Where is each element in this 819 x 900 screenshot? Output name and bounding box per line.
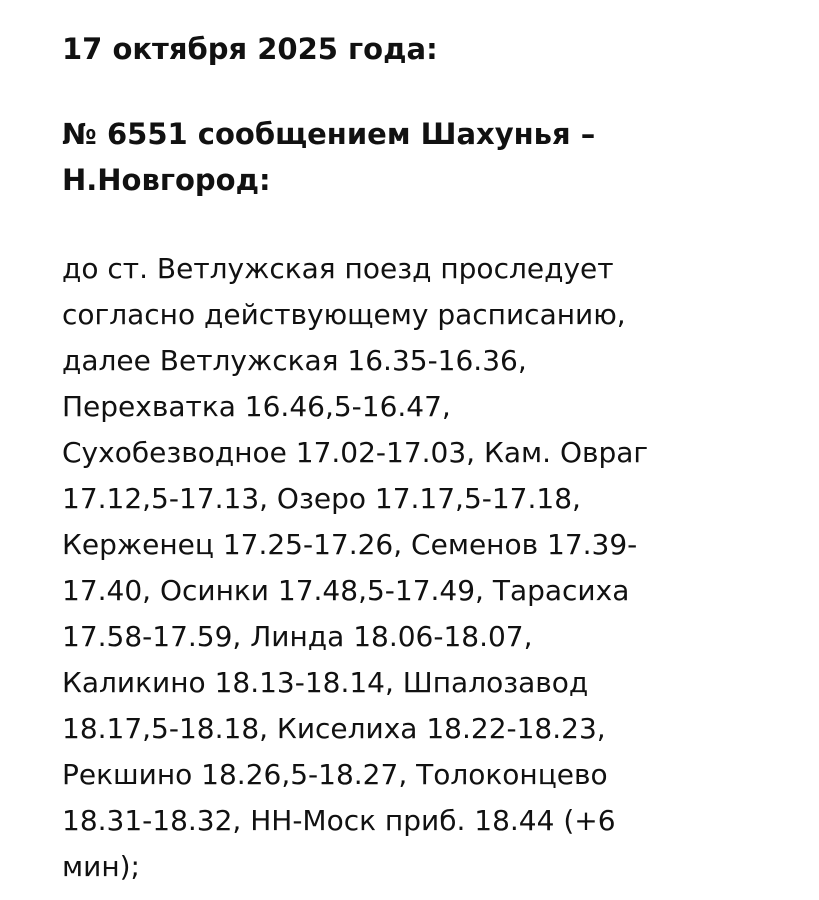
train-heading-line: Н.Новгород: (62, 163, 271, 197)
schedule-line: мин); (62, 850, 140, 883)
schedule-line: Рекшино 18.26,5-18.27, Толоконцево (62, 758, 608, 791)
train-heading-line: № 6551 сообщением Шахунья – (62, 117, 596, 151)
schedule-line: Сухобезводное 17.02-17.03, Кам. Овраг (62, 436, 649, 469)
schedule-line: Каликино 18.13-18.14, Шпалозавод (62, 666, 589, 699)
schedule-line: согласно действующему расписанию, (62, 298, 626, 331)
schedule-line: Керженец 17.25-17.26, Семенов 17.39- (62, 528, 638, 561)
schedule-line: Перехватка 16.46,5-16.47, (62, 390, 451, 423)
schedule-line: 17.40, Осинки 17.48,5-17.49, Тарасиха (62, 574, 630, 607)
schedule-line: 18.31-18.32, НН-Моск приб. 18.44 (+6 (62, 804, 616, 837)
schedule-line: 17.12,5-17.13, Озеро 17.17,5-17.18, (62, 482, 581, 515)
schedule-line: 18.17,5-18.18, Киселиха 18.22-18.23, (62, 712, 606, 745)
schedule-line: далее Ветлужская 16.35-16.36, (62, 344, 527, 377)
schedule-text (62, 246, 648, 890)
train-heading (62, 111, 595, 203)
date-heading: 17 октября 2025 года: (62, 32, 438, 66)
schedule-line: 17.58-17.59, Линда 18.06-18.07, (62, 620, 533, 653)
schedule-line: до ст. Ветлужская поезд проследует (62, 252, 614, 285)
